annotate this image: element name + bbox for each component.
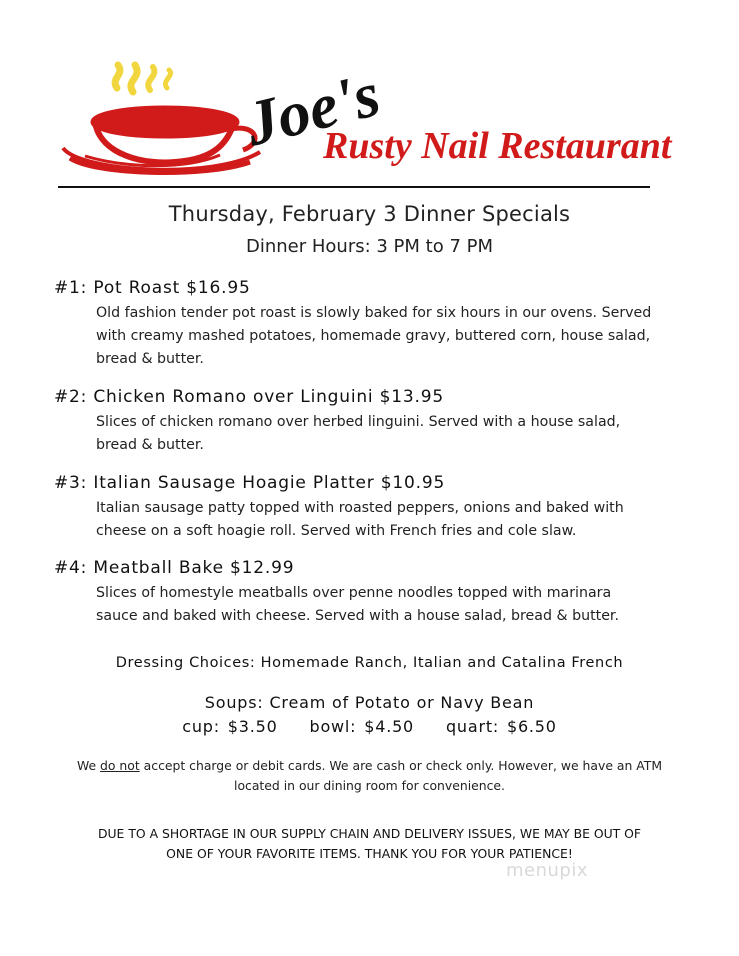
description-line: bread & butter. [96,351,204,367]
menu-item-description [96,411,696,457]
description-line: sauce and baked with cheese. Served with a house salad, bread & butter. [96,608,619,624]
logo-joes: Joe's [238,57,387,160]
header-divider [58,186,650,188]
soup-price-bowl: bowl: $4.50 [309,717,415,736]
description-line: Slices of chicken romano over herbed linguini. Served with a house salad, [96,414,621,430]
dressing-choices: Dressing Choices: Homemade Ranch, Italian and Catalina French [115,655,624,671]
watermark: menupix [506,860,589,881]
menu-item-name: #4: Meatball Bake $12.99 [54,558,295,578]
shortage-notice [0,824,739,864]
steam-icon [115,65,170,92]
soups-line: Soups: Cream of Potato or Navy Bean [204,693,535,712]
logo-restaurant-name: Rusty Nail Restaurant [323,125,672,167]
description-line: Italian sausage patty topped with roasted peppers, onions and baked with [96,500,624,516]
shortage-line-2: ONE OF YOUR FAVORITE ITEMS. THANK YOU FOR YOUR PATIENCE! [166,846,573,861]
menu-item-name: #3: Italian Sausage Hoagie Platter $10.95 [54,473,446,493]
shortage-line-1: DUE TO A SHORTAGE IN OUR SUPPLY CHAIN AND DELIVERY ISSUES, WE MAY BE OUT OF [97,826,642,841]
payment-emphasis: do not [100,758,140,773]
payment-notice [0,756,739,796]
soup-prices [0,717,739,736]
menu-item-description [96,582,696,628]
description-line: Old fashion tender pot roast is slowly baked for six hours in our ovens. Served [96,305,652,321]
payment-line-2: located in our dining room for convenience. [234,778,505,793]
soup-price-quart: quart: $6.50 [445,717,557,736]
soup-price-cup: cup: $3.50 [182,717,278,736]
dinner-hours: Dinner Hours: 3 PM to 7 PM [245,236,494,257]
coffee-cup-icon [63,108,260,173]
description-line: cheese on a soft hoagie roll. Served with French fries and cole slaw. [96,523,577,539]
menu-item-description [96,302,696,371]
restaurant-logo [55,30,695,190]
menu-item-name: #1: Pot Roast $16.95 [54,278,251,298]
payment-line-1 [0,756,739,776]
description-line: with creamy mashed potatoes, homemade gravy, buttered corn, house salad, [96,328,651,344]
description-line: Slices of homestyle meatballs over penne noodles topped with marinara [96,585,612,601]
menu-item-description [96,497,696,543]
description-line: bread & butter. [96,437,204,453]
menu-item-name: #2: Chicken Romano over Linguini $13.95 [54,387,444,407]
specials-title: Thursday, February 3 Dinner Specials [168,202,571,226]
payment-text: We [76,758,101,773]
payment-text: accept charge or debit cards. We are cash or check only. However, we have an ATM [139,758,663,773]
